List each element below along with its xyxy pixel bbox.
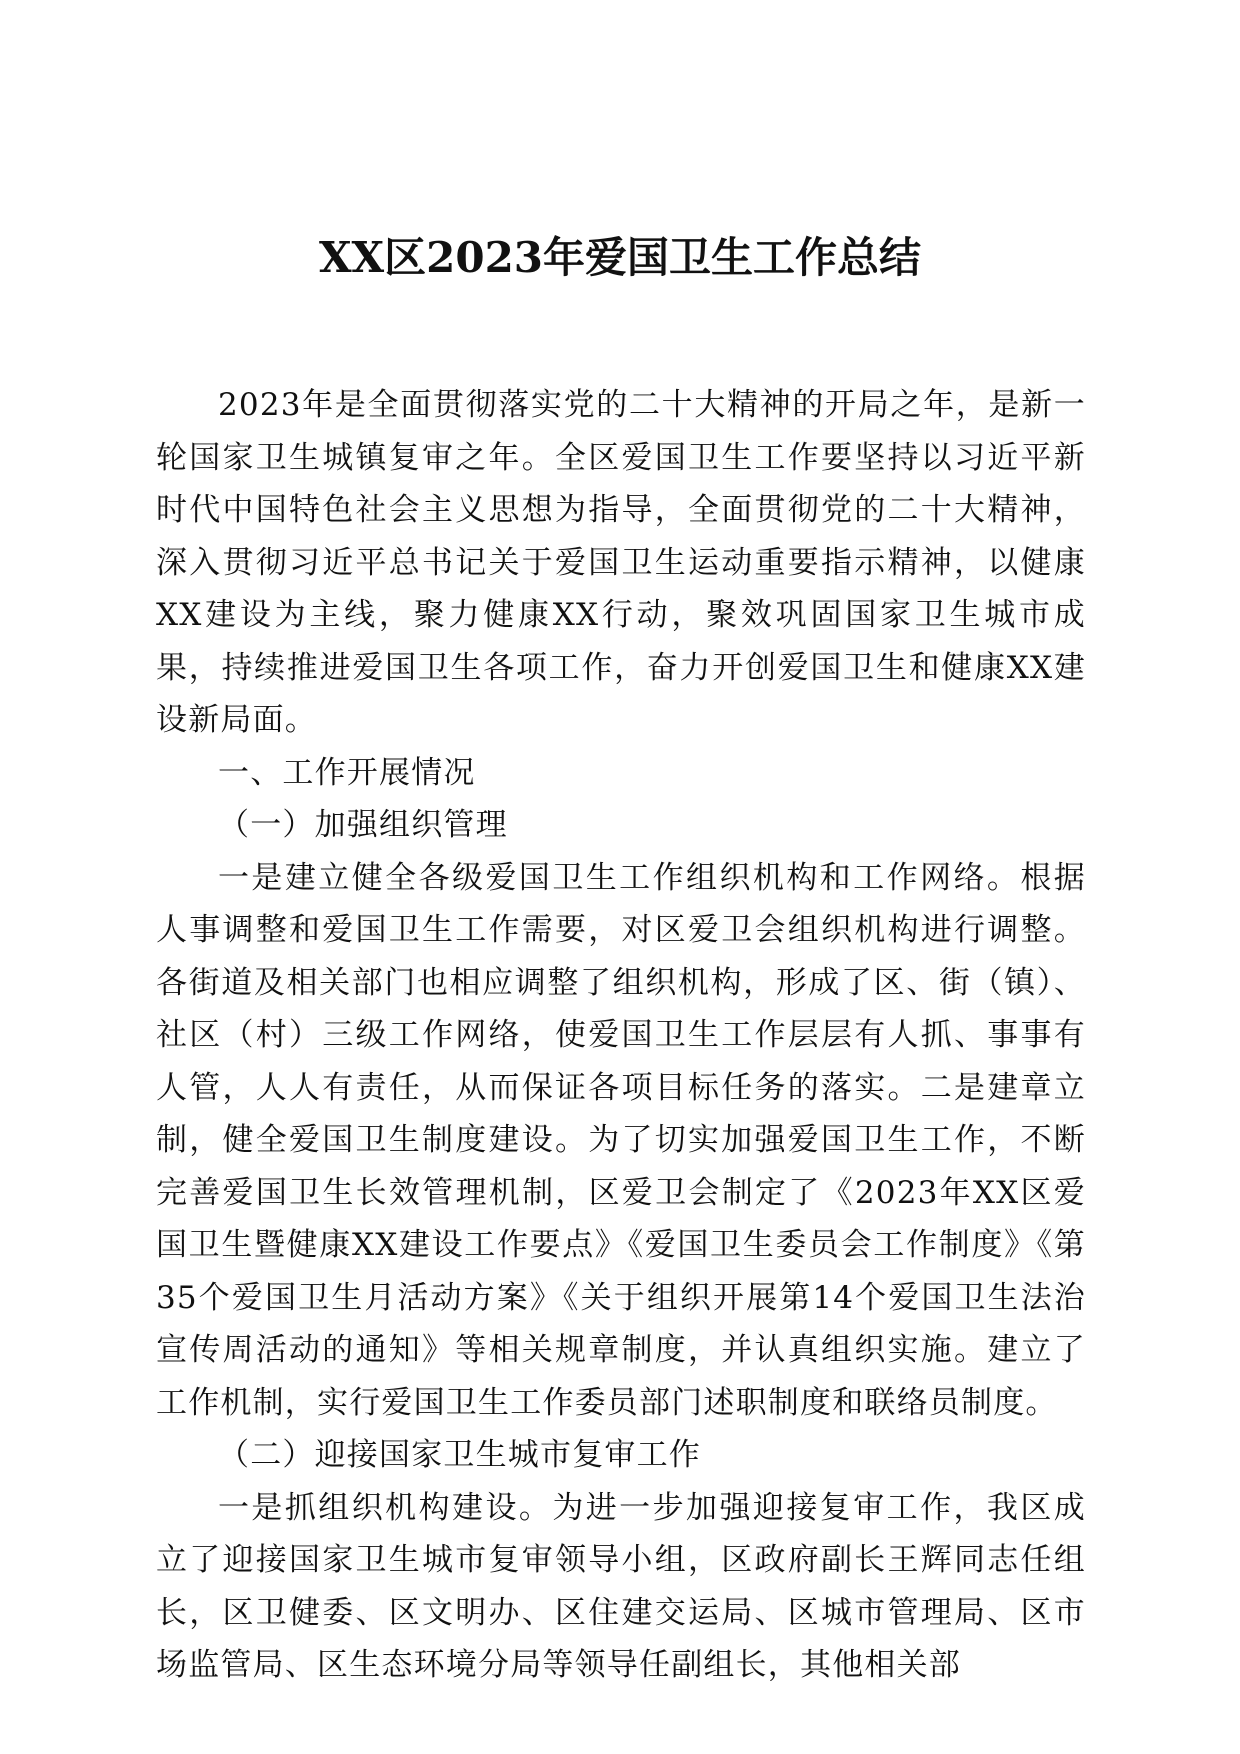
subsection-1-paragraph: 一是建立健全各级爱国卫生工作组织机构和工作网络。根据人事调整和爱国卫生工作需要，对区爱卫会组织机构进行调整。各街道及相关部门也相应调整了组织机构，形成了区、街（镇）、社区（村）三级工作网络，使爱国卫生工作层层有人抓、事事有人管，人人有责任，从而保证各项目标任务的落实。二是建章立制，健全爱国卫生制度建设。为了切实加强爱国卫生工作，不断完善爱国卫生长效管理机制，区爱卫会制定了《2023年XX区爱国卫生暨健康XX建设工作要点》《爱国卫生委员会工作制度》《第35个爱国卫生月活动方案》《关于组织开展第14个爱国卫生法治宣传周活动的通知》等相关规章制度，并认真组织实施。建立了工作机制，实行爱国卫生工作委员部门述职制度和联络员制度。: [156, 859, 1086, 1421]
intro-paragraph: 2023年是全面贯彻落实党的二十大精神的开局之年，是新一轮国家卫生城镇复审之年。全区爱国卫生工作要坚持以习近平新时代中国特色社会主义思想为指导，全面贯彻党的二十大精神，深入贯彻习近平总书记关于爱国卫生运动重要指示精神，以健康XX建设为主线，聚力健康XX行动，聚效巩固国家卫生城市成果，持续推进爱国卫生各项工作，奋力开创爱国卫生和健康XX建设新局面。: [156, 387, 1086, 738]
document-title: XX区2023年爱国卫生工作总结: [318, 233, 922, 282]
section-heading-1: 一、工作开展情况: [218, 754, 476, 791]
document-body: [156, 379, 1086, 1692]
subsection-heading-2: （二）迎接国家卫生城市复审工作: [218, 1437, 701, 1473]
subsection-heading-1: （一）加强组织管理: [218, 807, 508, 843]
subsection-2-paragraph: 一是抓组织机构建设。为进一步加强迎接复审工作，我区成立了迎接国家卫生城市复审领导小组，区政府副长王辉同志任组长，区卫健委、区文明办、区住建交运局、区城市管理局、区市场监管局、区生态环境分局等领导任副组长，其他相关部: [156, 1489, 1086, 1683]
